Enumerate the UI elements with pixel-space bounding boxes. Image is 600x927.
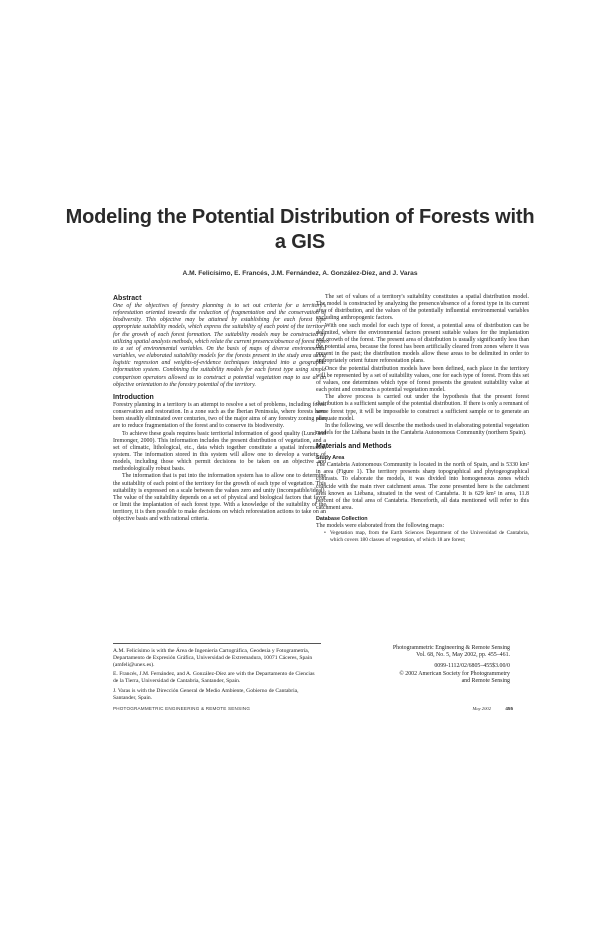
journal-name: Photogrammetric Engineering & Remote Sensing — [392, 645, 510, 651]
journal-copyright: © 2002 American Society for Photogrammetry — [399, 670, 510, 677]
introduction-paragraph-2: To achieve these goals requires basic territorial information of good quality (Lund and Iremonger, 2000). This information includes the present distribution of vegetation, and a set of climatic, lithological, etc., data which together constitute a spatial information system. The information stored in this system will allow one to develop a variety of models, including those which permit decisions to be taken on an objective and methodologically robust basis. — [113, 430, 326, 473]
journal-copyright-holder: and Remote Sensing — [461, 677, 510, 684]
study-area-text: The Cantabria Autonomous Community is located in the north of Spain, and is 5330 km² in area (Figure 1). The territory presents sharp topographical and phytogeographical contrasts. To elaborate the models, it was divided into homogeneous zones which coincide with the main river catchment areas. The zone presented here is the catchment area known as Liébana, situated in the west of Cantabria. It is 629 km² in area, 11.8 percent of the total area of Cantabria. Henceforth, all data mentioned will refer to this catchment area. — [316, 462, 529, 512]
database-collection-heading: Database Collection — [316, 516, 368, 523]
right-paragraph-4: The above process is carried out under the hypothesis that the present forest distribution is a sufficient sample of the potential distribution. If there is only a remnant of some forest type, it will be impossible to construct a sufficient sample or to generate an adequate model. — [316, 394, 529, 422]
journal-volume: Vol. 68, No. 5, May 2002, pp. 455–461. — [416, 652, 510, 659]
right-column — [316, 294, 529, 544]
abstract-heading: Abstract — [113, 295, 142, 302]
journal-citation — [316, 645, 510, 685]
footer-date: May 2002 — [472, 706, 491, 711]
right-paragraph-3: Once the potential distribution models have been defined, each place in the territory will be represented by a set of suitability values, one for each type of forest. From this set of values, one determines which type of forest presents the greatest suitability value at each point and constructs a potential vegetation model. — [316, 365, 529, 394]
page-footer — [113, 706, 513, 716]
study-area-heading: Study Area — [316, 455, 345, 462]
left-column — [113, 294, 326, 524]
paper-title: Modeling the Potential Distribution of Forests with a GIS — [65, 206, 535, 253]
introduction-heading: Introduction — [113, 393, 154, 401]
footnote-2: E. Francés, J.M. Fernández, and A. González-Díez are with the Departamento de Ciencias de la Tierra, Universidad de Cantabria, Santander, Spain. — [113, 671, 315, 685]
author-list: A.M. Felicísimo, E. Francés, J.M. Fernández, A. González-Díez, and J. Varas — [182, 270, 418, 277]
vegetation-map-bullet — [316, 530, 529, 543]
bullet-icon: • — [324, 530, 326, 537]
footer-journal-name: PHOTOGRAMMETRIC ENGINEERING & REMOTE SENSING — [113, 706, 251, 711]
affiliation-footnotes — [113, 643, 321, 705]
introduction-paragraph-3: The information that is put into the information system has to allow one to determine the suitability of each point of the territory for the growth of each type of vegetation. This suitability is expressed on a scale between the values zero and unity (incompatible/ideal). The value of the suitability depends on a set of physical and biological factors that favor or limit the implantation of each forest type. With a knowledge of the suitability of the territory, it is then possible to make decisions on which reforestation actions to take on an objective basis and with rational criteria. — [113, 473, 326, 523]
bullet-text: Vegetation map, from the Earth Sciences Department of the Universidad de Cantabria, which covers 180 classes of vegetation, of which 18 are forest; — [329, 530, 529, 543]
journal-issn: 0099-1112/02/6805–455$3.00/0 — [434, 663, 510, 670]
footnote-1: A.M. Felicísimo is with the Área de Ingeniería Cartográfica, Geodesia y Fotogrametría, Departamento de Expresión Gráfica, Universidad de Extremadura, 10071 Cáceres, Spain (amfeli@unex.es). — [113, 648, 313, 668]
methods-heading: Materials and Methods — [316, 443, 392, 451]
introduction-paragraph-1: Forestry planning in a territory is an attempt to resolve a set of problems, including forest conservation and restoration. In a zone such as the Iberian Peninsula, where forests have been steadily eliminated over centuries, two of the major aims of any forestry zoning plan are to reduce fragmentation of the forest and to conserve its biodiversity. — [113, 401, 326, 430]
right-paragraph-1: The set of values of a territory's suitability constitutes a spatial distribution model. The model is constructed by analyzing the presence/absence of a forest type in its current area of distribution, and the values of the potentially influential environmental variables excluding anthropogenic factors. — [316, 294, 529, 322]
footnote-3: J. Varas is with the Dirección General de Medio Ambiente, Gobierno de Cantabria, Santander, Spain. — [113, 687, 299, 701]
page-number: 455 — [505, 706, 513, 711]
right-paragraph-2: With one such model for each type of forest, a potential area of distribution can be delimited, where the environmental factors present suitable values for the implantation and growth of the forest. The present area of distribution is usually significantly less than the potential area, because the forest has been artificially cleared from zones where it was present in the past; the distribution models allow these areas to be delimited in order to appropriately orient future reforestation plans. — [316, 322, 529, 365]
right-paragraph-5: In the following, we will describe the methods used in elaborating potential vegetation models for the Liébana basin in the Cantabria Autonomous Community (northern Spain). — [316, 422, 529, 436]
database-collection-text: The models were elaborated from the following maps: — [316, 523, 445, 530]
abstract-text: One of the objectives of forestry planning is to set out criteria for a territory's reforestation oriented towards the reduction of fragmentation and the conservation of biodiversity. This objective may be attained by establishing for each forest type appropriate suitability models, which express the suitability of each point of the territory for the growth of each forest formation. The suitability models may be constructed by utilizing spatial analysis methods, which relate the current presence/absence of forest type to a set of environmental variables. On the basis of maps of diverse environmental variables, we elaborated suitability models for the forests present in the study area using logistic regression and weights-of-evidence techniques integrated into a geographic information system. Combining the suitability models for each forest type using simple comparison operators allowed us to construct a potential vegetation map to use as an objective orientation to the forestry potential of the territory. — [113, 303, 326, 388]
